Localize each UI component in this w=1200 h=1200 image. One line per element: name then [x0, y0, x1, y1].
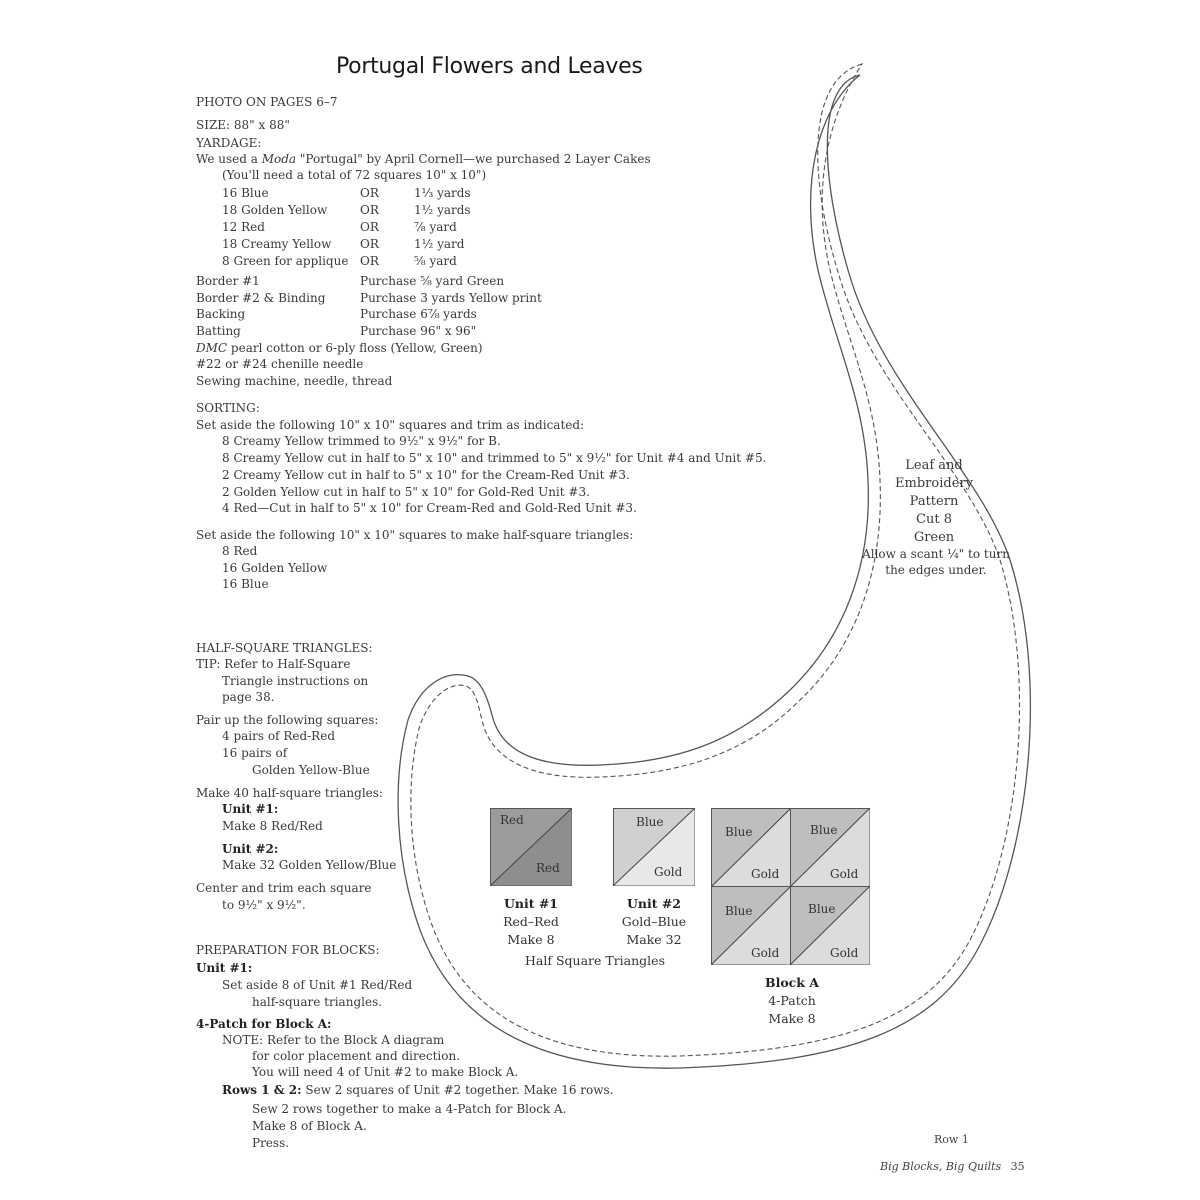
sorting-item: 16 Golden Yellow: [222, 561, 328, 575]
sorting-item: 2 Creamy Yellow cut in half to 5" x 10" for the Cream-Red Unit #3.: [222, 468, 630, 482]
prep-unit1-line: Set aside 8 of Unit #1 Red/Red: [222, 978, 413, 992]
sorting-item: 4 Red—Cut in half to 5" x 10" for Cream-Red and Gold-Red Unit #3.: [222, 501, 637, 515]
sorting-intro: Set aside the following 10" x 10" squares and trim as indicated:: [196, 418, 585, 432]
footer-book-title: Big Blocks, Big Quilts: [880, 1160, 1002, 1173]
allow-line: the edges under.: [885, 563, 987, 578]
sewing-line: Sewing machine, needle, thread: [196, 374, 393, 388]
unit2-top-label: Blue: [636, 815, 664, 829]
yardage-or: OR: [360, 237, 379, 251]
footer-page-number: 35: [1010, 1160, 1025, 1173]
unit1-top-label: Red: [500, 813, 524, 827]
sorting-item: 2 Golden Yellow cut in half to 5" x 10" for Gold-Red Unit #3.: [222, 485, 590, 499]
footer-row: Row 1: [934, 1133, 969, 1146]
unit2-bottom-label: Gold: [654, 865, 683, 879]
purchase-detail: Purchase 6⅞ yards: [360, 307, 477, 321]
prep-unit1-label: Unit #1:: [196, 961, 253, 975]
yardage-amount: 1½ yard: [414, 237, 465, 251]
size-line: SIZE: 88" x 88": [196, 118, 290, 132]
yardage-item: 16 Blue: [222, 186, 269, 200]
hst-heading: HALF-SQUARE TRIANGLES:: [196, 641, 373, 655]
yardage-intro-post: "Portugal" by April Cornell—we purchased 2 Layer Cakes: [296, 152, 651, 166]
hst-tip: Triangle instructions on: [222, 674, 369, 688]
prep-rows-text: Sew 2 squares of Unit #2 together. Make 16 rows.: [301, 1083, 614, 1097]
prep-note: for color placement and direction.: [252, 1049, 461, 1063]
yardage-intro-note: (You'll need a total of 72 squares 10" x 10"): [222, 168, 487, 182]
prep-note: NOTE: Refer to the Block A diagram: [222, 1033, 445, 1047]
block-a-caption: [752, 974, 832, 1028]
unit1-cap-title: Unit #1: [503, 896, 559, 911]
dmc-rest: pearl cotton or 6-ply floss (Yellow, Green): [227, 341, 483, 355]
block-a-cap-make: Make 8: [768, 1011, 816, 1026]
dmc-line: [196, 340, 483, 356]
block-cell-top-label: Blue: [725, 904, 753, 918]
pattern-line: Leaf and Embroidery: [895, 458, 973, 491]
unit1-cap-make: Make 8: [507, 932, 555, 947]
sorting-item: 8 Creamy Yellow cut in half to 5" x 10" and trimmed to 5" x 9½" for Unit #4 and Unit #5.: [222, 451, 767, 465]
yardage-or: OR: [360, 254, 379, 268]
purchase-item: Backing: [196, 307, 246, 321]
hst-tip: TIP: Refer to Half-Square: [196, 657, 351, 671]
pattern-allow-note: [856, 546, 1016, 579]
unit1-cap-desc: Red–Red: [503, 914, 559, 929]
unit1-caption: [491, 895, 571, 949]
hst-unit1-text: Make 8 Red/Red: [222, 819, 323, 833]
needle-line: #22 or #24 chenille needle: [196, 357, 364, 371]
allow-line: Allow a scant ¼" to turn: [862, 547, 1010, 561]
yardage-heading: YARDAGE:: [196, 136, 262, 150]
purchase-item: Border #2 & Binding: [196, 291, 326, 305]
yardage-item: 18 Golden Yellow: [222, 203, 328, 217]
block-cell-bottom-label: Gold: [751, 946, 780, 960]
prep-heading: PREPARATION FOR BLOCKS:: [196, 943, 380, 957]
hst-tip: page 38.: [222, 690, 275, 704]
hst-diagram-caption: Half Square Triangles: [525, 953, 665, 968]
unit2-caption: [614, 895, 694, 949]
yardage-amount: ⅝ yard: [414, 254, 457, 268]
sorting-intro-2: Set aside the following 10" x 10" squares to make half-square triangles:: [196, 528, 634, 542]
unit1-bottom-label: Red: [536, 861, 560, 875]
block-cell-top-label: Blue: [725, 825, 753, 839]
prep-fourpatch-label: 4-Patch for Block A:: [196, 1017, 332, 1031]
block-cell-top-label: Blue: [810, 823, 838, 837]
pattern-line: Green: [913, 530, 955, 545]
purchase-detail: Purchase ⅝ yard Green: [360, 274, 505, 288]
block-cell-bottom-label: Gold: [830, 867, 859, 881]
block-a-cap-title: Block A: [765, 975, 819, 990]
prep-rows-label: Rows 1 & 2:: [222, 1083, 302, 1097]
photo-line: PHOTO ON PAGES 6–7: [196, 95, 338, 109]
yardage-or: OR: [360, 220, 379, 234]
yardage-or: OR: [360, 203, 379, 217]
prep-press: Press.: [252, 1136, 290, 1150]
footer-book: [880, 1160, 1025, 1173]
yardage-item: 18 Creamy Yellow: [222, 237, 332, 251]
yardage-amount: 1½ yards: [414, 203, 471, 217]
hst-unit1-label: Unit #1:: [222, 802, 279, 816]
yardage-or: OR: [360, 186, 379, 200]
purchase-item: Batting: [196, 324, 241, 338]
prep-rows: [222, 1082, 614, 1098]
unit2-cap-desc: Gold–Blue: [621, 914, 687, 929]
dmc-brand: DMC: [196, 341, 228, 355]
hst-unit2-label: Unit #2:: [222, 842, 279, 856]
hst-pair: 4 pairs of Red-Red: [222, 729, 336, 743]
prep-note: You will need 4 of Unit #2 to make Block A.: [252, 1065, 519, 1079]
purchase-detail: Purchase 96" x 96": [360, 324, 477, 338]
block-a-cap-desc: 4-Patch: [768, 993, 816, 1008]
block-cell-bottom-label: Gold: [751, 867, 780, 881]
unit2-cap-make: Make 32: [626, 932, 682, 947]
block-cell-top-label: Blue: [808, 902, 836, 916]
yardage-intro-brand: Moda: [261, 152, 297, 166]
block-cell-bottom-label: Gold: [830, 946, 859, 960]
sorting-item: 8 Creamy Yellow trimmed to 9½" x 9½" for B.: [222, 434, 501, 448]
yardage-item: 12 Red: [222, 220, 265, 234]
yardage-intro-pre: We used a: [196, 152, 262, 166]
hst-pair-intro: Pair up the following squares:: [196, 713, 379, 727]
sorting-heading: SORTING:: [196, 401, 260, 415]
yardage-amount: ⅞ yard: [414, 220, 457, 234]
hst-make-intro: Make 40 half-square triangles:: [196, 786, 383, 800]
page-title: Portugal Flowers and Leaves: [336, 54, 643, 79]
yardage-intro: [196, 151, 651, 167]
sorting-item: 8 Red: [222, 544, 258, 558]
sorting-item: 16 Blue: [222, 577, 269, 591]
pattern-line: Cut 8: [916, 512, 952, 527]
hst-center: Center and trim each square: [196, 881, 372, 895]
hst-pair: 16 pairs of: [222, 746, 288, 760]
prep-unit1-line: half-square triangles.: [252, 995, 383, 1009]
pattern-line: Pattern: [909, 494, 959, 509]
yardage-amount: 1⅓ yards: [414, 186, 471, 200]
purchase-detail: Purchase 3 yards Yellow print: [360, 291, 542, 305]
prep-sew: Sew 2 rows together to make a 4-Patch for Block A.: [252, 1102, 567, 1116]
prep-sew: Make 8 of Block A.: [252, 1119, 367, 1133]
pattern-label: [866, 457, 1002, 547]
hst-center: to 9½" x 9½".: [222, 898, 306, 912]
yardage-item: 8 Green for applique: [222, 254, 349, 268]
purchase-item: Border #1: [196, 274, 260, 288]
hst-pair: Golden Yellow-Blue: [252, 763, 370, 777]
hst-unit2-text: Make 32 Golden Yellow/Blue: [222, 858, 397, 872]
unit2-cap-title: Unit #2: [626, 896, 682, 911]
